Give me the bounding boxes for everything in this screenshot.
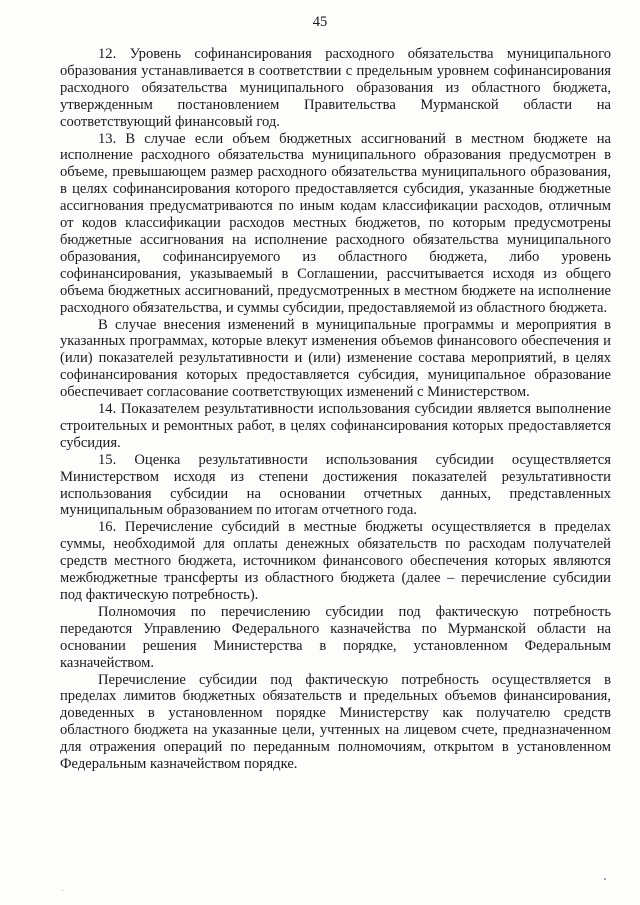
document-body — [60, 46, 611, 773]
paragraph-16-powers: Полномочия по перечислению субсидии под фактическую потребность передаются Управлению Федерального казначейства по Мурманской области на основании решения Министерства в порядке, установленном Федеральным казначейством. — [60, 603, 611, 671]
paragraph-13-changes: В случае внесения изменений в муниципальные программы и мероприятия в указанных программах, которые влекут изменения объемов финансового обеспечения и (или) показателей результативности и (или) изменение состава мероприятий, в целях софинансирования которых предоставляется субсидия, муниципальное образование обеспечивает согласование соответствующих изменений с Министерством. — [60, 316, 611, 401]
paragraph-14: 14. Показателем результативности использования субсидии является выполнение строительных и ремонтных работ, в целях софинансирования которых предоставляется субсидия. — [60, 401, 611, 451]
paragraph-15: 15. Оценка результативности использования субсидии осуществляется Министерством исходя из степени достижения показателей результативности использования субсидии на основании отчетных данных, представленных муниципальным образованием по итогам отчетного года. — [60, 451, 611, 519]
paragraph-12: 12. Уровень софинансирования расходного обязательства муниципального образования устанавливается в соответствии с предельным уровнем софинансирования расходного обязательства муниципального образования из областного бюджета, утвержденным постановлением Правительства Мурманской области на соответствующий финансовый год. — [60, 46, 611, 130]
paragraph-16: 16. Перечисление субсидий в местные бюджеты осуществляется в пределах суммы, необходимой для оплаты денежных обязательств по расходам получателей средств местного бюджета, источником финансового обеспечения которых являются межбюджетные трансферты из областного бюджета (далее – перечисление субсидии под фактическую потребность). — [60, 519, 611, 603]
page-number: 45 — [312, 14, 328, 30]
scan-speck — [62, 890, 63, 891]
scan-speck — [604, 878, 606, 880]
paragraph-13: 13. В случае если объем бюджетных ассигнований в местном бюджете на исполнение расходного обязательства муниципального образования предусмотрен в объеме, превышающем размер расходного обязательства муниципального образования, в целях софинансирования которого предоставляется субсидия, указанные бюджетные ассигнования предусматриваются по иным кодам классификации расходов, отличным от кодов классификации расходов местных бюджетов, по которым предусмотрены бюджетные ассигнования на исполнение расходного обязательства муниципального образования, софинансируемого из областного бюджета, либо уровень софинансирования, указываемый в Соглашении, рассчитывается исходя из общего объема бюджетных ассигнований, предусмотренных в местном бюджете на исполнение расходного обязательства, и суммы субсидии, предоставляемой из областного бюджета. — [60, 130, 611, 316]
paragraph-16-transfer: Перечисление субсидии под фактическую потребность осуществляется в пределах лимитов бюджетных обязательств и предельных объемов финансирования, доведенных в установленном порядке Министерству как получателю средств областного бюджета на указанные цели, учтенных на лицевом счете, предназначенном для отражения операций по переданным полномочиям, открытом в установленном Федеральным казначейством порядке. — [60, 671, 611, 773]
